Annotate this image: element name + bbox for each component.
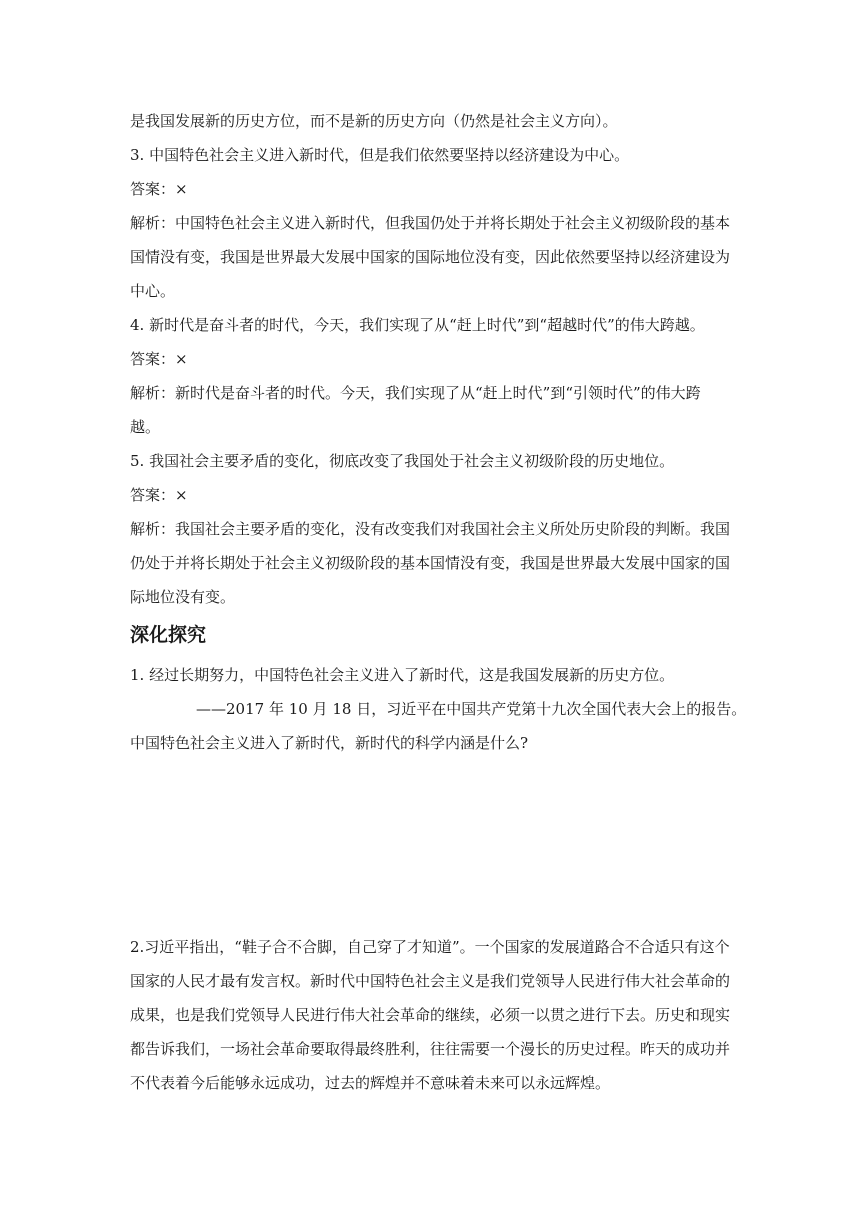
question-5-analysis-line-1: 解析：我国社会主要矛盾的变化，没有改变我们对我国社会主义所处历史阶段的判断。我国 [130, 520, 731, 538]
explore-2-line-5: 不代表着今后能够永远成功，过去的辉煌并不意味着未来可以永远辉煌。 [130, 1074, 611, 1092]
question-5-analysis-line-3: 际地位没有变。 [130, 588, 236, 606]
question-4-analysis-line-2: 越。 [130, 418, 161, 436]
carry-over-line: 是我国发展新的历史方位，而不是新的历史方向（仍然是社会主义方向）。 [130, 112, 618, 130]
explore-1-source: ——2017 年 10 月 18 日，习近平在中国共产党第十九次全国代表大会上的报告。 [196, 700, 747, 718]
question-3-analysis-line-2: 国情没有变，我国是世界最大发展中国家的国际地位没有变，因此依然要坚持以经济建设为 [130, 248, 731, 266]
question-4-statement: 4. 新时代是奋斗者的时代，今天，我们实现了从“赶上时代”到“超越时代”的伟大跨越。 [130, 316, 705, 334]
explore-1-question: 中国特色社会主义进入了新时代，新时代的科学内涵是什么? [130, 734, 529, 752]
explore-1-quote: 1. 经过长期努力，中国特色社会主义进入了新时代，这是我国发展新的历史方位。 [130, 666, 675, 684]
question-3-analysis-line-3: 中心。 [130, 282, 176, 300]
question-4-analysis-line-1: 解析：新时代是奋斗者的时代。今天，我们实现了从“赶上时代”到“引领时代”的伟大跨 [130, 384, 701, 402]
question-4-answer: 答案：× [130, 350, 188, 368]
explore-2-line-1: 2.习近平指出，“鞋子合不合脚，自己穿了才知道”。一个国家的发展道路合不合适只有这个 [130, 938, 730, 956]
question-5-answer: 答案：× [130, 486, 188, 504]
question-3-analysis-line-1: 解析：中国特色社会主义进入新时代，但我国仍处于并将长期处于社会主义初级阶段的基本 [130, 214, 731, 232]
question-5-statement: 5. 我国社会主要矛盾的变化，彻底改变了我国处于社会主义初级阶段的历史地位。 [130, 452, 675, 470]
explore-2-line-3: 成果，也是我们党领导人民进行伟大社会革命的继续，必须一以贯之进行下去。历史和现实 [130, 1006, 731, 1024]
explore-2-line-2: 国家的人民才最有发言权。新时代中国特色社会主义是我们党领导人民进行伟大社会革命的 [130, 972, 731, 990]
section-heading: 深化探究 [130, 624, 207, 646]
question-3-statement: 3. 中国特色社会主义进入新时代，但是我们依然要坚持以经济建设为中心。 [130, 146, 630, 164]
question-3-answer: 答案：× [130, 180, 188, 198]
explore-2-line-4: 都告诉我们，一场社会革命要取得最终胜利，往往需要一个漫长的历史过程。昨天的成功并 [130, 1040, 731, 1058]
question-5-analysis-line-2: 仍处于并将长期处于社会主义初级阶段的基本国情没有变，我国是世界最大发展中国家的国 [130, 554, 731, 572]
